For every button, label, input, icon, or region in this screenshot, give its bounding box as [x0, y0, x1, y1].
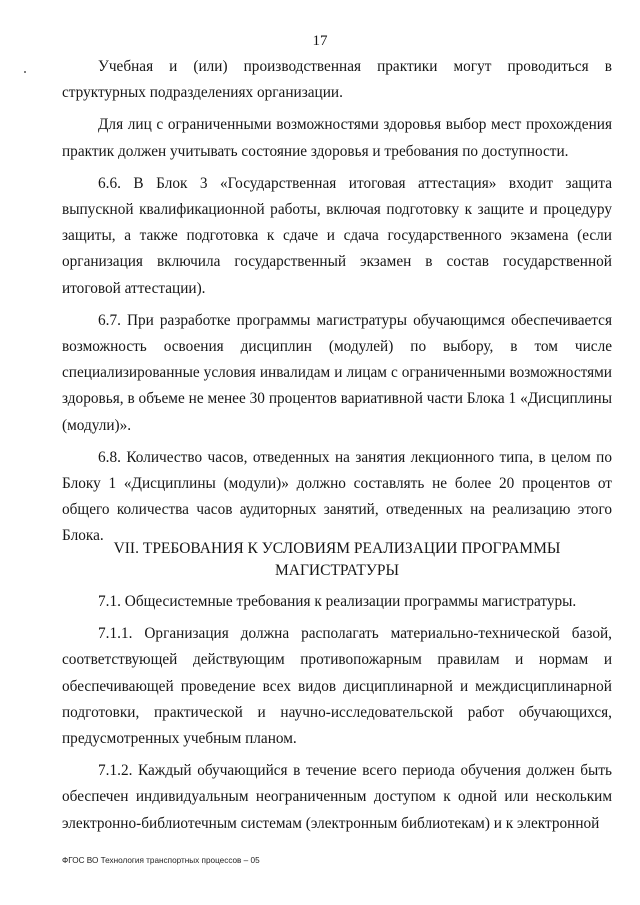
scan-speck: [24, 71, 26, 73]
paragraph-practice-location: Учебная и (или) производственная практики могут проводиться в структурных подразделениях организации.: [62, 58, 612, 102]
paragraph-6-8: 6.8. Количество часов, отведенных на занятия лекционного типа, в целом по Блоку 1 «Дисциплины (модули)» должно составлять не более 20 процентов от общего количества часов аудиторных занятий, отведенных на реализацию этого Блока.: [62, 448, 612, 545]
section-heading: [62, 538, 612, 582]
paragraph-disability-practice: Для лиц с ограниченными возможностями здоровья выбор мест прохождения практик должен учитывать состояние здоровья и требования по доступности.: [62, 116, 612, 160]
paragraph-6-6: 6.6. В Блок 3 «Государственная итоговая аттестация» входит защита выпускной квалификационной работы, включая подготовку к защите и процедуру защиты, а также подготовка к сдаче и сдача государственного экзамена (если организация включила государственный экзамен в состав государственной итоговой аттестации).: [62, 174, 612, 297]
section-heading-line2: МАГИСТРАТУРЫ: [275, 562, 399, 579]
paragraph-7-1-1: 7.1.1. Организация должна располагать материально-технической базой, соответствующей действующим противопожарным правилам и нормам и обеспечивающей проведение всех видов дисциплинарной и междисциплинарной подготовки, практической и научно-исследовательской работ обучающихся, предусмотренных учебным планом.: [62, 625, 612, 748]
paragraph-7-1-2: 7.1.2. Каждый обучающийся в течение всего периода обучения должен быть обеспечен индивидуальным неограниченным доступом к одной или нескольким электронно-библиотечным системам (электронным библиотекам) и к электронной: [62, 762, 612, 832]
paragraph-6-7: 6.7. При разработке программы магистратуры обучающимся обеспечивается возможность освоения дисциплин (модулей) по выбору, в том числе специализированные условия инвалидам и лицам с ограниченными возможностями здоровья, в объеме не менее 30 процентов вариативной части Блока 1 «Дисциплины (модули)».: [62, 311, 612, 434]
bottom-text-block: [62, 589, 612, 837]
paragraph-7-1: 7.1. Общесистемные требования к реализации программы магистратуры.: [98, 593, 577, 610]
document-footer: ФГОС ВО Технология транспортных процессов – 05: [62, 856, 260, 865]
section-heading-line1: VII. ТРЕБОВАНИЯ К УСЛОВИЯМ РЕАЛИЗАЦИИ ПРОГРАММЫ: [113, 540, 561, 557]
top-text-block: [62, 54, 612, 550]
page-number: 17: [312, 33, 328, 49]
